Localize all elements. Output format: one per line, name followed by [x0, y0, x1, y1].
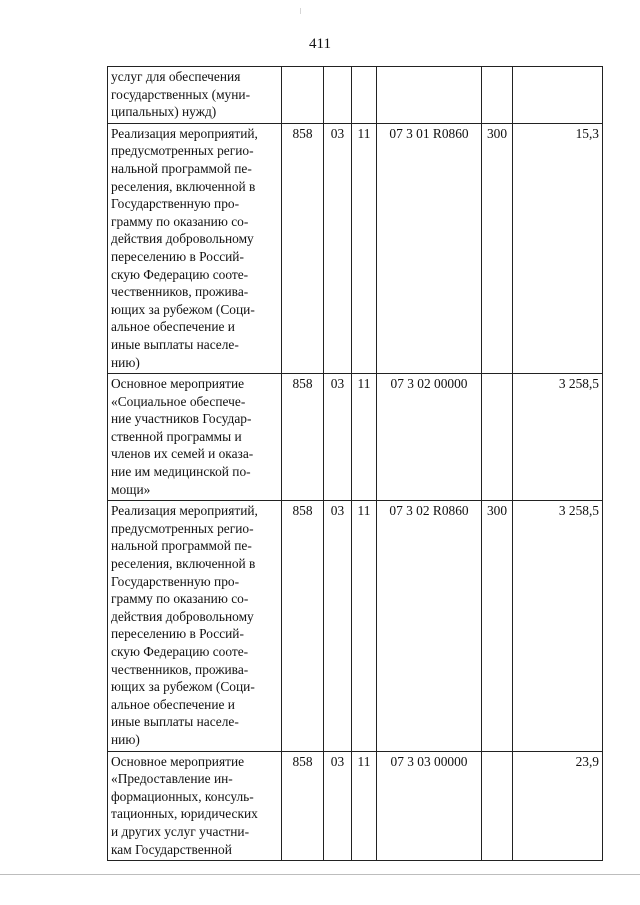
- row-name: услуг для обеспечения государственных (муни- ципальных) нужд): [108, 67, 282, 124]
- table-row: [108, 751, 603, 861]
- row-name: Реализация мероприятий, предусмотренных регио- нальной программой пе- реселения, включенной в Государственную про- грамму по оказанию со- действия добровольному переселению в Россий- скую Федерацию соотe- чественников, прожива- ющих за рубежом (Соци- альное обеспечение и иные выплаты населе- нию): [108, 501, 282, 751]
- cell-expense-type: [482, 67, 513, 124]
- budget-table: [107, 66, 603, 861]
- footer-divider: [0, 874, 640, 875]
- cell-section: 03: [324, 751, 352, 861]
- row-name: Реализация мероприятий, предусмотренных регио- нальной программой пе- реселения, включенной в Государственную про- грамму по оказанию со- действия добровольному переселению в Россий- скую Федерацию соотe- чественников, прожива- ющих за рубежом (Соци- альное обеспечение и иные выплаты населе- нию): [108, 123, 282, 373]
- page-number: 411: [309, 36, 331, 52]
- scan-mark: [300, 8, 301, 14]
- row-name: Основное мероприятие «Предоставление ин- формационных, консуль- тационных, юридических и других услуг участни- кам Государственной: [108, 751, 282, 861]
- cell-target-article: 07 3 02 00000: [377, 374, 482, 501]
- cell-expense-type: [482, 751, 513, 861]
- cell-target-article: [377, 67, 482, 124]
- cell-amount: 3 258,5: [513, 374, 603, 501]
- table-row: [108, 374, 603, 501]
- cell-amount: 15,3: [513, 123, 603, 373]
- cell-amount: 23,9: [513, 751, 603, 861]
- cell-ministry-code: 858: [282, 751, 324, 861]
- table-row: [108, 501, 603, 751]
- cell-section: 03: [324, 374, 352, 501]
- table-row: [108, 123, 603, 373]
- cell-ministry-code: 858: [282, 374, 324, 501]
- cell-target-article: 07 3 01 R0860: [377, 123, 482, 373]
- cell-expense-type: [482, 374, 513, 501]
- cell-amount: [513, 67, 603, 124]
- table-row: [108, 67, 603, 124]
- cell-subsection: 11: [352, 374, 377, 501]
- cell-target-article: 07 3 03 00000: [377, 751, 482, 861]
- row-name: Основное мероприятие «Социальное обеспече- ние участников Государ- ственной программы и членов их семей и оказа- ние им медицинской по- мощи»: [108, 374, 282, 501]
- cell-amount: 3 258,5: [513, 501, 603, 751]
- cell-section: 03: [324, 501, 352, 751]
- cell-expense-type: 300: [482, 501, 513, 751]
- cell-ministry-code: [282, 67, 324, 124]
- cell-section: 03: [324, 123, 352, 373]
- cell-subsection: [352, 67, 377, 124]
- cell-ministry-code: 858: [282, 501, 324, 751]
- cell-ministry-code: 858: [282, 123, 324, 373]
- cell-target-article: 07 3 02 R0860: [377, 501, 482, 751]
- cell-subsection: 11: [352, 751, 377, 861]
- cell-expense-type: 300: [482, 123, 513, 373]
- cell-subsection: 11: [352, 123, 377, 373]
- cell-subsection: 11: [352, 501, 377, 751]
- cell-section: [324, 67, 352, 124]
